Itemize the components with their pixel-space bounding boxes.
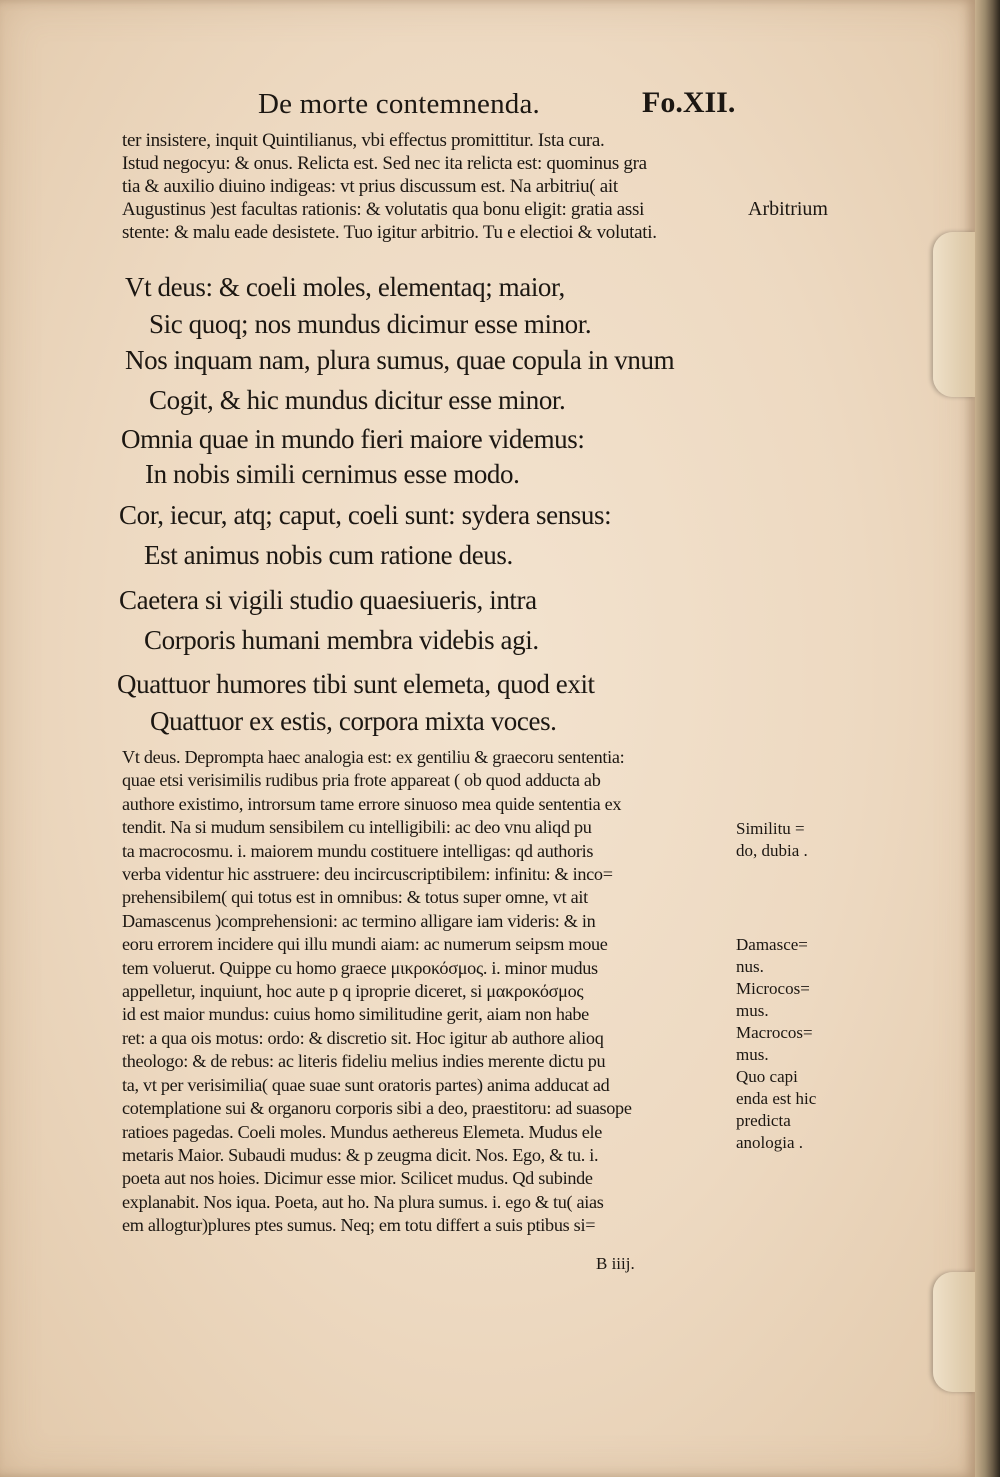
verse-line: Vt deus: & coeli moles, elementaq; maior, (125, 272, 565, 302)
commentary-line: quae etsi verisimilis rudibus pria frote appareat ( ob quod adducta ab (122, 770, 601, 791)
margin-note-line: enda est hic (736, 1089, 817, 1108)
signature-mark: B iiij. (596, 1254, 635, 1273)
commentary-bottom (122, 746, 762, 1238)
page-edge-stack (975, 0, 1000, 1477)
margin-note-line: nus. (736, 957, 764, 976)
margin-note-arbitrium: Arbitrium (748, 198, 828, 220)
verse-line: Caetera si vigili studio quaesiueris, intra (119, 585, 537, 615)
page-tab-upper (933, 232, 975, 397)
margin-note-line: anologia . (736, 1133, 804, 1152)
margin-note-line: do, dubia . (736, 841, 808, 860)
margin-note-line: mus. (736, 1001, 769, 1020)
folio-number: Fo.XII. (642, 86, 736, 119)
commentary-line: Damascenus )comprehensioni: ac termino alligare iam videris: & in (122, 910, 596, 931)
commentary-line: Vt deus. Deprompta haec analogia est: ex gentiliu & graecoru sententia: (122, 747, 625, 767)
verse-line: Cogit, & hic mundus dicitur esse minor. (149, 385, 566, 415)
commentary-line: Istud negocyu: & onus. Relicta est. Sed nec ita relicta est: quominus gra (122, 153, 647, 175)
commentary-line: eoru errorem incidere qui illu mundi aiam: ac numerum seipsm moue (122, 934, 608, 955)
commentary-line: prehensibilem( qui totus est in omnibus: & totus super omne, vt ait (122, 887, 588, 908)
commentary-line: tem voluerut. Quippe cu homo graece μικροκόσμος. i. minor mudus (122, 957, 598, 978)
margin-note-line: mus. (736, 1045, 769, 1064)
commentary-line: Augustinus )est facultas rationis: & volutatis qua bonu eligit: gratia assi (122, 199, 645, 221)
verse-line: Sic quoq; nos mundus dicimur esse minor. (149, 309, 592, 339)
verse-line: Quattuor humores tibi sunt elemeta, quod exit (117, 669, 595, 699)
running-head-title: De morte contemnenda. (258, 88, 541, 120)
margin-note-line: Microcos= (736, 979, 810, 998)
commentary-line: ret: a qua ois motus: ordo: & discretio sit. Hoc igitur ab authore alioq (122, 1027, 604, 1048)
verse-line: Corporis humani membra videbis agi. (144, 625, 539, 655)
margin-note-glosses (736, 934, 816, 1154)
verse-line: In nobis simili cernimus esse modo. (145, 459, 520, 489)
margin-note-line: predicta (736, 1111, 791, 1130)
commentary-line: tendit. Na si mudum sensibilem cu intelligibili: ac deo vnu aliqd pu (122, 817, 592, 838)
verse-line: Cor, iecur, atq; caput, coeli sunt: sydera sensus: (119, 500, 612, 530)
commentary-line: em allogtur)plures ptes sumus. Neq; em totu differt a suis ptibus si= (122, 1215, 596, 1236)
commentary-line: verba videntur hic asstruere: deu incircuscriptibilem: infinitu: & inco= (122, 864, 613, 885)
margin-note-similitudo (736, 818, 808, 862)
page-tab-lower (933, 1272, 975, 1392)
commentary-line: ratioes pagedas. Coeli moles. Mundus aethereus Elemeta. Mudus ele (122, 1121, 603, 1142)
margin-note-line: Damasce= (736, 935, 808, 954)
verse-line: Est animus nobis cum ratione deus. (144, 540, 513, 570)
commentary-line: ta macrocosmu. i. maiorem mundu costituere intelligas: qd authoris (122, 840, 594, 861)
commentary-line: ter insistere, inquit Quintilianus, vbi effectus promittitur. Ista cura. (122, 130, 605, 151)
commentary-line: poeta aut nos hoies. Dicimur esse mior. Scilicet mudus. Qd subinde (122, 1168, 593, 1189)
commentary-line: metaris Maior. Subaudi mudus: & p zeugma dicit. Nos. Ego, & tu. i. (122, 1144, 599, 1165)
commentary-line: ta, vt per verisimilia( quae suae sunt oratoris partes) anima adducat ad (122, 1074, 610, 1095)
commentary-line: explanabit. Nos iqua. Poeta, aut ho. Na plura sumus. i. ego & tu( aias (122, 1191, 604, 1212)
margin-note-line: Macrocos= (736, 1023, 813, 1042)
verse-line: Nos inquam nam, plura sumus, quae copula in vnum (125, 345, 675, 375)
commentary-line: appelletur, inquiunt, hoc aute p q iproprie diceret, si μακροκόσμος (122, 981, 584, 1002)
commentary-line: theologo: & de rebus: ac literis fideliu melius indies merente dictu pu (122, 1051, 606, 1072)
commentary-line: tia & auxilio diuino indigeas: vt prius discussum est. Na arbitriu( ait (122, 176, 618, 198)
commentary-line: authore existimo, introrsum tame errore sinuoso mea quide sententia ex (122, 793, 622, 814)
commentary-line: stente: & malu eade desistete. Tuo igitur arbitrio. Tu e electioi & volutati. (122, 222, 657, 244)
verse-line: Omnia quae in mundo fieri maiore videmus: (121, 424, 585, 454)
verse-line: Quattuor ex estis, corpora mixta voces. (150, 706, 557, 736)
commentary-top (122, 129, 762, 244)
margin-note-line: Similitu = (736, 819, 805, 838)
commentary-line: id est maior mundus: cuius homo similitudine gerit, aiam non habe (122, 1004, 589, 1025)
commentary-line: cotemplatione sui & organoru corporis sibi a deo, praestitoru: ad suasope (122, 1098, 632, 1119)
margin-note-line: Quo capi (736, 1067, 798, 1086)
